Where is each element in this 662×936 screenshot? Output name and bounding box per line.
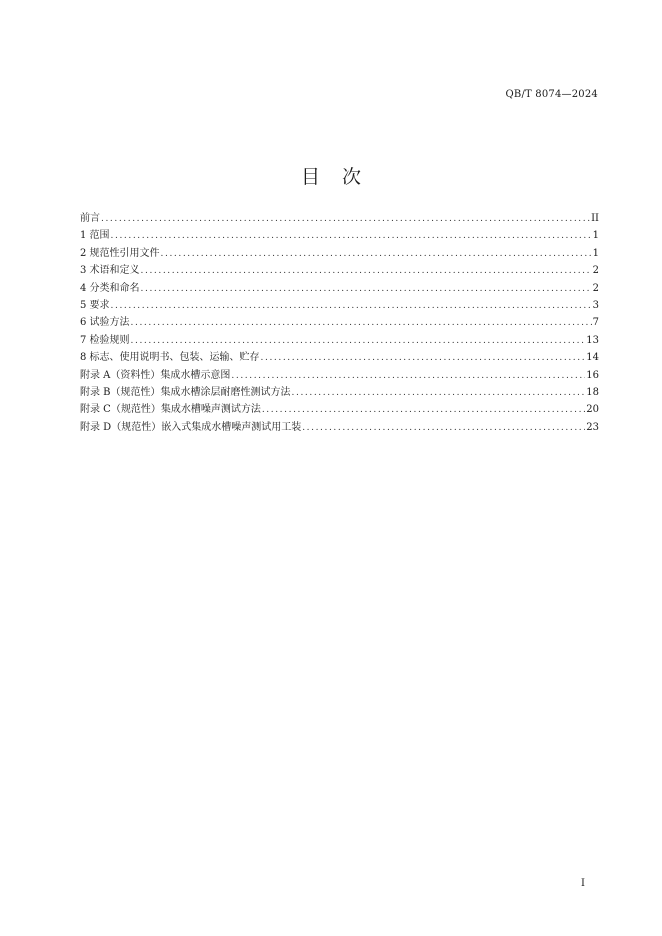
toc-entry-scope[interactable] [80, 227, 599, 244]
toc-entry-marking-packaging[interactable] [80, 349, 599, 366]
toc-entry-test-methods[interactable] [80, 314, 599, 331]
toc-entry-page: 23 [586, 421, 599, 433]
table-of-contents [80, 210, 599, 436]
toc-entry-page: 7 [592, 317, 599, 329]
toc-entry-annex-b[interactable] [80, 384, 599, 401]
toc-entry-inspection-rules[interactable] [80, 332, 599, 349]
toc-entry-page: 1 [592, 247, 599, 259]
toc-entry-normative-references[interactable] [80, 245, 599, 262]
toc-dot-leader [111, 298, 592, 315]
document-code: QB/T 8074—2024 [505, 89, 598, 100]
toc-entry-annex-a[interactable] [80, 367, 599, 384]
toc-entry-requirements[interactable] [80, 297, 599, 314]
toc-entry-label: 6 试验方法 [80, 317, 130, 329]
toc-entry-label: 7 检验规则 [80, 334, 130, 346]
toc-entry-page: 3 [592, 299, 599, 311]
toc-entry-page: 14 [586, 352, 599, 364]
toc-entry-annex-c[interactable] [80, 401, 599, 418]
toc-entry-page: 20 [586, 404, 599, 416]
toc-entry-classification[interactable] [80, 280, 599, 297]
toc-entry-label: 3 术语和定义 [80, 265, 140, 277]
toc-entry-label: 1 范围 [80, 230, 110, 242]
toc-dot-leader [101, 211, 590, 228]
toc-dot-leader [292, 385, 586, 402]
page-title: 目 次 [300, 166, 370, 188]
toc-dot-leader [231, 368, 585, 385]
toc-dot-leader [302, 420, 585, 437]
toc-dot-leader [111, 228, 592, 245]
toc-entry-label: 附录 A（资料性）集成水槽示意图 [80, 369, 231, 381]
toc-entry-page: 16 [586, 369, 599, 381]
toc-dot-leader [262, 402, 585, 419]
toc-entry-page: 2 [592, 282, 599, 294]
toc-dot-leader [261, 350, 586, 367]
toc-entry-terms-definitions[interactable] [80, 262, 599, 279]
toc-entry-label: 附录 C（规范性）集成水槽噪声测试方法 [80, 404, 261, 416]
toc-entry-page: 13 [586, 334, 599, 346]
toc-dot-leader [131, 315, 592, 332]
toc-entry-label: 2 规范性引用文件 [80, 247, 160, 259]
toc-entry-page: 2 [592, 265, 599, 277]
toc-entry-label: 4 分类和命名 [80, 282, 140, 294]
toc-dot-leader [141, 281, 592, 298]
toc-entry-label: 5 要求 [80, 299, 110, 311]
toc-entry-label: 附录 B（规范性）集成水槽涂层耐磨性测试方法 [80, 386, 291, 398]
toc-entry-page: 18 [586, 386, 599, 398]
toc-entry-page: 1 [592, 230, 599, 242]
toc-entry-label: 8 标志、使用说明书、包装、运输、贮存 [80, 352, 260, 364]
page-number: I [581, 878, 585, 889]
toc-entry-foreword[interactable] [80, 210, 599, 227]
toc-dot-leader [141, 263, 592, 280]
toc-entry-annex-d[interactable] [80, 419, 599, 436]
toc-entry-label: 前言 [80, 213, 100, 224]
toc-dot-leader [161, 246, 592, 263]
toc-dot-leader [131, 333, 586, 350]
toc-entry-page: II [591, 213, 599, 224]
toc-entry-label: 附录 D（规范性）嵌入式集成水槽噪声测试用工装 [80, 421, 302, 433]
